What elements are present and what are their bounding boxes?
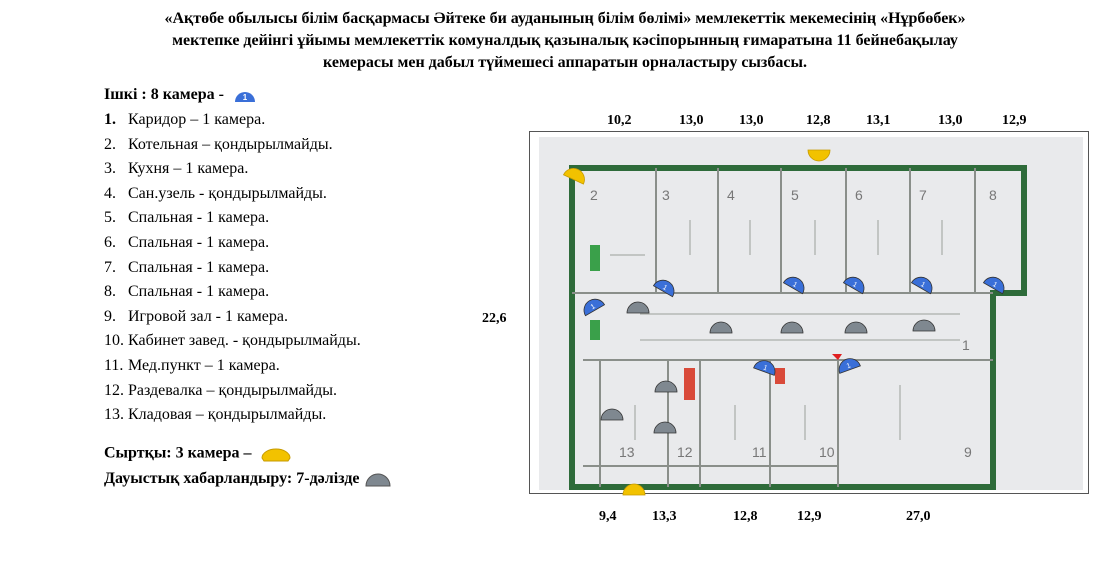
bottom-dimension: 27,0 [906, 509, 931, 524]
room-number: 7. [104, 258, 116, 276]
room-description: Котельная – қондырылмайды. [128, 135, 333, 153]
room-label: 3 [662, 187, 670, 203]
room-description: Игровой зал - 1 камера. [128, 307, 288, 325]
svg-text:1: 1 [845, 362, 852, 371]
room-description: Спальная - 1 камера. [128, 209, 270, 227]
voice-heading-text: Дауыстық хабарландыру: 7-дәлізде [104, 470, 360, 487]
top-dimension: 12,8 [806, 113, 831, 128]
indoor-heading-text: Ішкі : 8 камера - [104, 86, 228, 103]
svg-text:1: 1 [919, 281, 927, 290]
room-label: 9 [964, 444, 972, 460]
top-dimension: 13,1 [866, 113, 891, 128]
room-number: 5. [104, 209, 116, 227]
bottom-dimension: 13,3 [652, 509, 677, 524]
title-line-3: кемерасы мен дабыл түймешесі аппаратын орналастыру сызбасы. [323, 54, 807, 71]
fire-extinguisher-marker [684, 368, 695, 400]
room-description: Спальная - 1 камера. [128, 258, 270, 276]
outdoor-heading-text: Сыртқы: 3 камера – [104, 444, 256, 462]
room-number: 2. [104, 135, 116, 153]
room-number: 10. [104, 332, 124, 350]
room-label: 5 [791, 187, 799, 203]
svg-text:1: 1 [791, 281, 799, 290]
title-line-2: мектепке дейінгі ұйымы мемлекеттік комуналдық қазыналық кәсіпорынның ғимаратына 11 бейнебақылау [172, 32, 958, 49]
room-label: 7 [919, 187, 927, 203]
room-description: Раздевалка – қондырылмайды. [128, 381, 338, 399]
room-label: 1 [962, 337, 970, 353]
top-dimension: 13,0 [739, 113, 764, 128]
room-label: 11 [752, 444, 767, 460]
room-label: 12 [677, 444, 693, 460]
room-description: Кухня – 1 камера. [128, 160, 249, 178]
room-label: 10 [819, 444, 835, 460]
side-dimension: 22,6 [482, 311, 507, 326]
svg-text:1: 1 [991, 281, 999, 290]
room-number: 6. [104, 233, 116, 251]
room-number: 9. [104, 307, 116, 325]
bottom-dimension: 12,9 [797, 509, 822, 524]
exit-sign [590, 320, 600, 340]
bottom-dimension: 9,4 [599, 509, 617, 524]
room-number: 4. [104, 184, 116, 202]
room-description: Спальная - 1 камера. [128, 283, 270, 301]
room-number: 13. [104, 406, 124, 424]
room-number: 11. [104, 356, 124, 374]
top-dimension: 10,2 [607, 113, 632, 128]
room-label: 13 [619, 444, 635, 460]
room-description: Сан.узель - қондырылмайды. [128, 184, 327, 202]
room-label: 6 [855, 187, 863, 203]
svg-text:1: 1 [851, 281, 859, 290]
title-line-1: «Ақтөбе обылысы білім басқармасы Әйтеке би ауданының білім бөлімі» мемлекеттік мекемесінің «Нұрбөбек» [164, 10, 966, 27]
room-label: 4 [727, 187, 735, 203]
svg-text:1: 1 [762, 364, 769, 373]
top-dimension: 13,0 [679, 113, 704, 128]
room-number: 1. [104, 111, 116, 128]
room-description: Кладовая – қондырылмайды. [128, 406, 327, 424]
room-description: Кабинет завед. - қондырылмайды. [128, 332, 361, 350]
room-description: Каридор – 1 камера. [128, 111, 266, 128]
svg-text:1: 1 [242, 93, 248, 103]
top-dimension: 13,0 [938, 113, 963, 128]
room-label: 2 [590, 187, 598, 203]
room-description: Спальная - 1 камера. [128, 233, 270, 251]
top-dimension: 12,9 [1002, 113, 1027, 128]
bottom-dimension: 12,8 [733, 509, 758, 524]
svg-text:1: 1 [589, 303, 597, 312]
room-number: 12. [104, 381, 124, 399]
room-label: 8 [989, 187, 997, 203]
svg-text:1: 1 [661, 284, 669, 293]
exit-sign [590, 245, 600, 271]
fire-extinguisher-marker [775, 368, 785, 384]
room-number: 3. [104, 160, 116, 178]
room-number: 8. [104, 283, 116, 301]
room-description: Мед.пункт – 1 камера. [128, 356, 280, 374]
